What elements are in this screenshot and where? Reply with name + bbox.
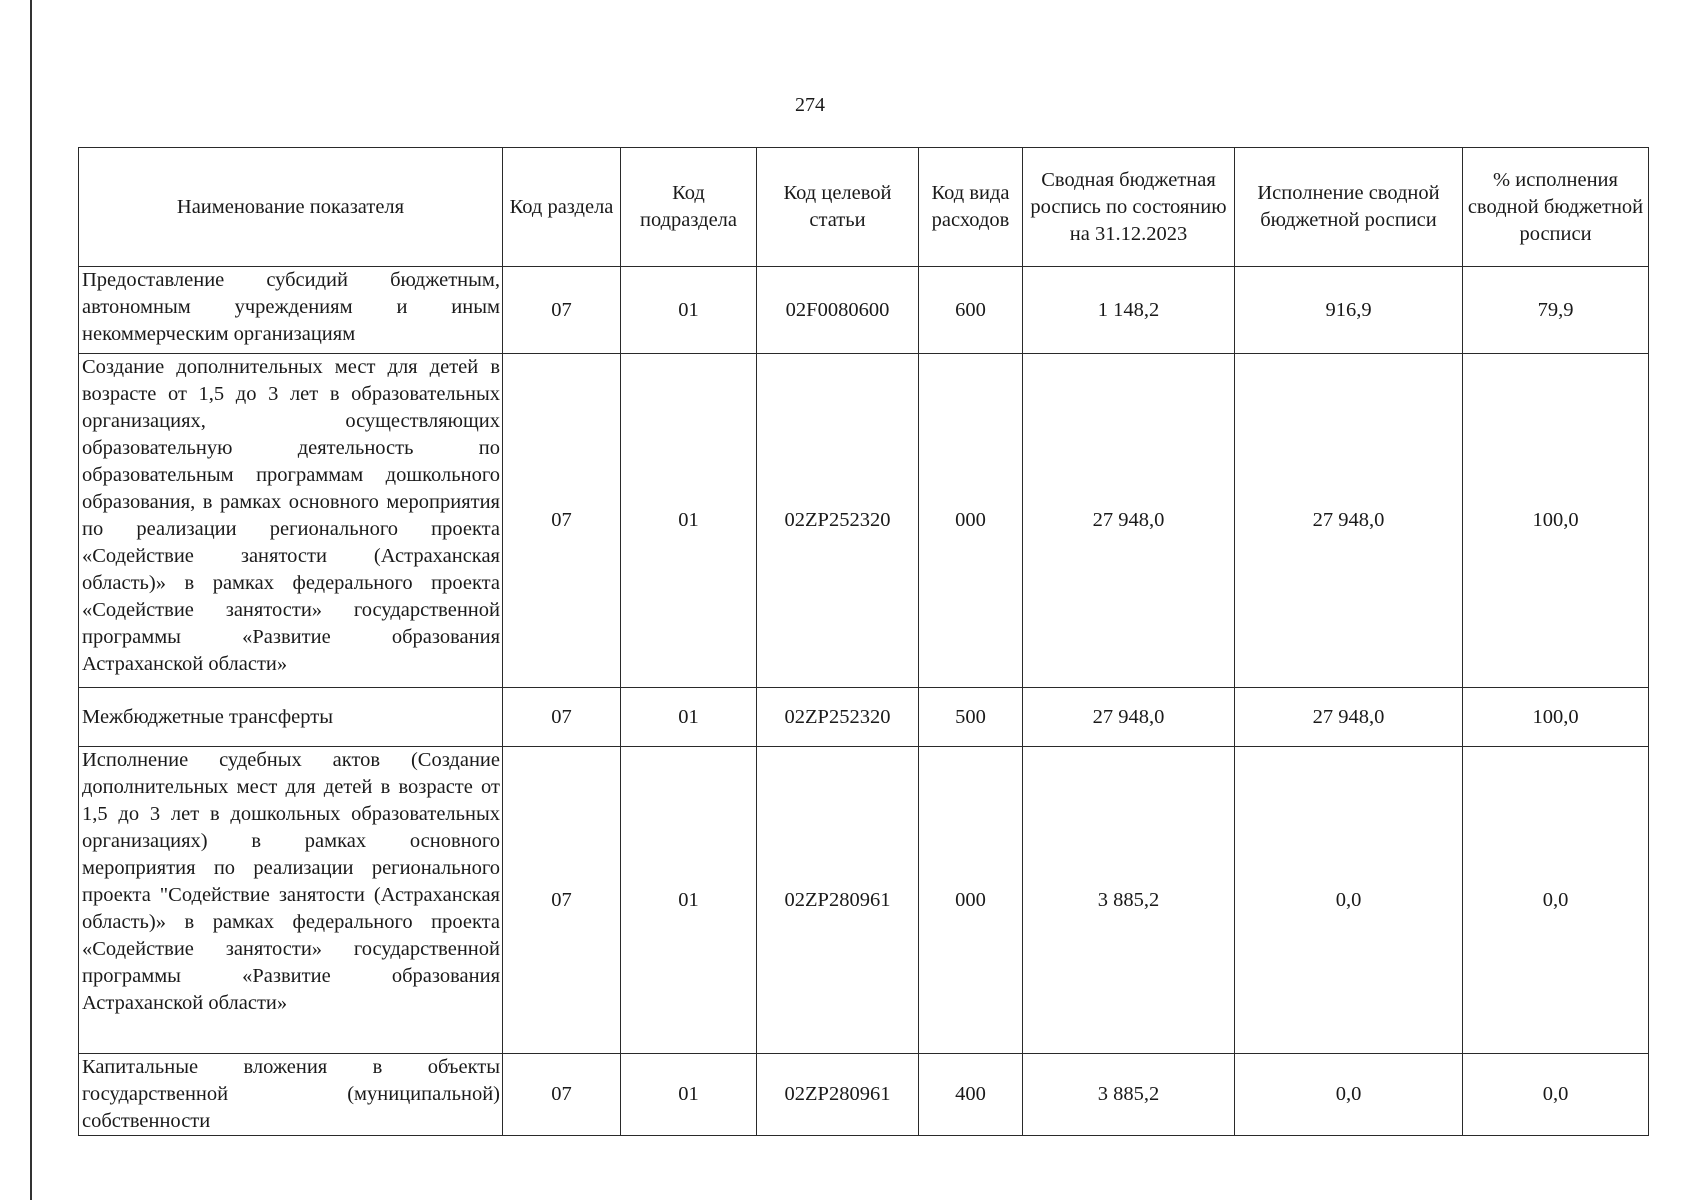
table-row <box>79 1054 1649 1136</box>
row-expense-type-code: 500 <box>919 688 1023 747</box>
row-section-code: 07 <box>503 1054 621 1136</box>
row-expense-type-code: 000 <box>919 747 1023 1054</box>
row-execution-percent: 100,0 <box>1463 688 1649 747</box>
row-execution-value: 0,0 <box>1235 1054 1463 1136</box>
row-subsection-code: 01 <box>621 267 757 354</box>
table-row <box>79 688 1649 747</box>
row-indicator-name: Создание дополнительных мест для детей в возрасте от 1,5 до 3 лет в образовательных организациях, осуществляющих образовательную деятельность по образовательным программам дошкольного образования, в рамках основного мероприятия по реализации регионального проекта «Содействие занятости (Астраханская область)» в рамках федерального проекта «Содействие занятости» государственной программы «Развитие образования Астраханской области» <box>79 354 503 688</box>
row-execution-percent: 79,9 <box>1463 267 1649 354</box>
row-execution-percent: 100,0 <box>1463 354 1649 688</box>
row-target-article-code: 02ZP280961 <box>757 747 919 1054</box>
header-target-article-code: Код целевой статьи <box>757 148 919 267</box>
row-target-article-code: 02ZP280961 <box>757 1054 919 1136</box>
row-indicator-name: Межбюджетные трансферты <box>79 688 503 747</box>
budget-execution-table <box>78 147 1649 1136</box>
row-expense-type-code: 600 <box>919 267 1023 354</box>
binding-edge-line <box>30 0 32 1200</box>
table-row <box>79 267 1649 354</box>
row-expense-type-code: 400 <box>919 1054 1023 1136</box>
row-section-code: 07 <box>503 688 621 747</box>
row-execution-percent: 0,0 <box>1463 747 1649 1054</box>
row-indicator-name: Капитальные вложения в объекты государственной (муниципальной) собственности <box>79 1054 503 1136</box>
row-section-code: 07 <box>503 747 621 1054</box>
row-execution-value: 916,9 <box>1235 267 1463 354</box>
row-target-article-code: 02ZP252320 <box>757 688 919 747</box>
row-budget-value: 27 948,0 <box>1023 354 1235 688</box>
table-row <box>79 747 1649 1054</box>
row-budget-value: 3 885,2 <box>1023 1054 1235 1136</box>
header-expense-type-code: Код вида расходов <box>919 148 1023 267</box>
row-expense-type-code: 000 <box>919 354 1023 688</box>
table-row <box>79 354 1649 688</box>
row-execution-value: 0,0 <box>1235 747 1463 1054</box>
row-execution-value: 27 948,0 <box>1235 688 1463 747</box>
row-subsection-code: 01 <box>621 747 757 1054</box>
row-budget-value: 1 148,2 <box>1023 267 1235 354</box>
table-header-row <box>79 148 1649 267</box>
row-indicator-name: Исполнение судебных актов (Создание дополнительных мест для детей в возрасте от 1,5 до 3 лет в дошкольных образовательных организациях) в рамках основного мероприятия по реализации регионального проекта "Содействие занятости (Астраханская область)» в рамках федерального проекта «Содействие занятости» государственной программы «Развитие образования Астраханской области» <box>79 747 503 1054</box>
header-execution: Исполнение сводной бюджетной росписи <box>1235 148 1463 267</box>
row-budget-value: 3 885,2 <box>1023 747 1235 1054</box>
row-target-article-code: 02ZP252320 <box>757 354 919 688</box>
row-section-code: 07 <box>503 267 621 354</box>
header-budget-schedule: Сводная бюджетная роспись по состоянию на 31.12.2023 <box>1023 148 1235 267</box>
row-subsection-code: 01 <box>621 688 757 747</box>
header-execution-percent: % исполнения сводной бюджетной росписи <box>1463 148 1649 267</box>
row-execution-percent: 0,0 <box>1463 1054 1649 1136</box>
row-budget-value: 27 948,0 <box>1023 688 1235 747</box>
row-target-article-code: 02F0080600 <box>757 267 919 354</box>
header-indicator-name: Наименование показателя <box>79 148 503 267</box>
row-execution-value: 27 948,0 <box>1235 354 1463 688</box>
row-subsection-code: 01 <box>621 354 757 688</box>
row-subsection-code: 01 <box>621 1054 757 1136</box>
row-section-code: 07 <box>503 354 621 688</box>
header-section-code: Код раздела <box>503 148 621 267</box>
header-subsection-code: Код подраздела <box>621 148 757 267</box>
page-number: 274 <box>795 94 825 116</box>
row-indicator-name: Предоставление субсидий бюджетным, автономным учреждениям и иным некоммерческим организациям <box>79 267 503 354</box>
